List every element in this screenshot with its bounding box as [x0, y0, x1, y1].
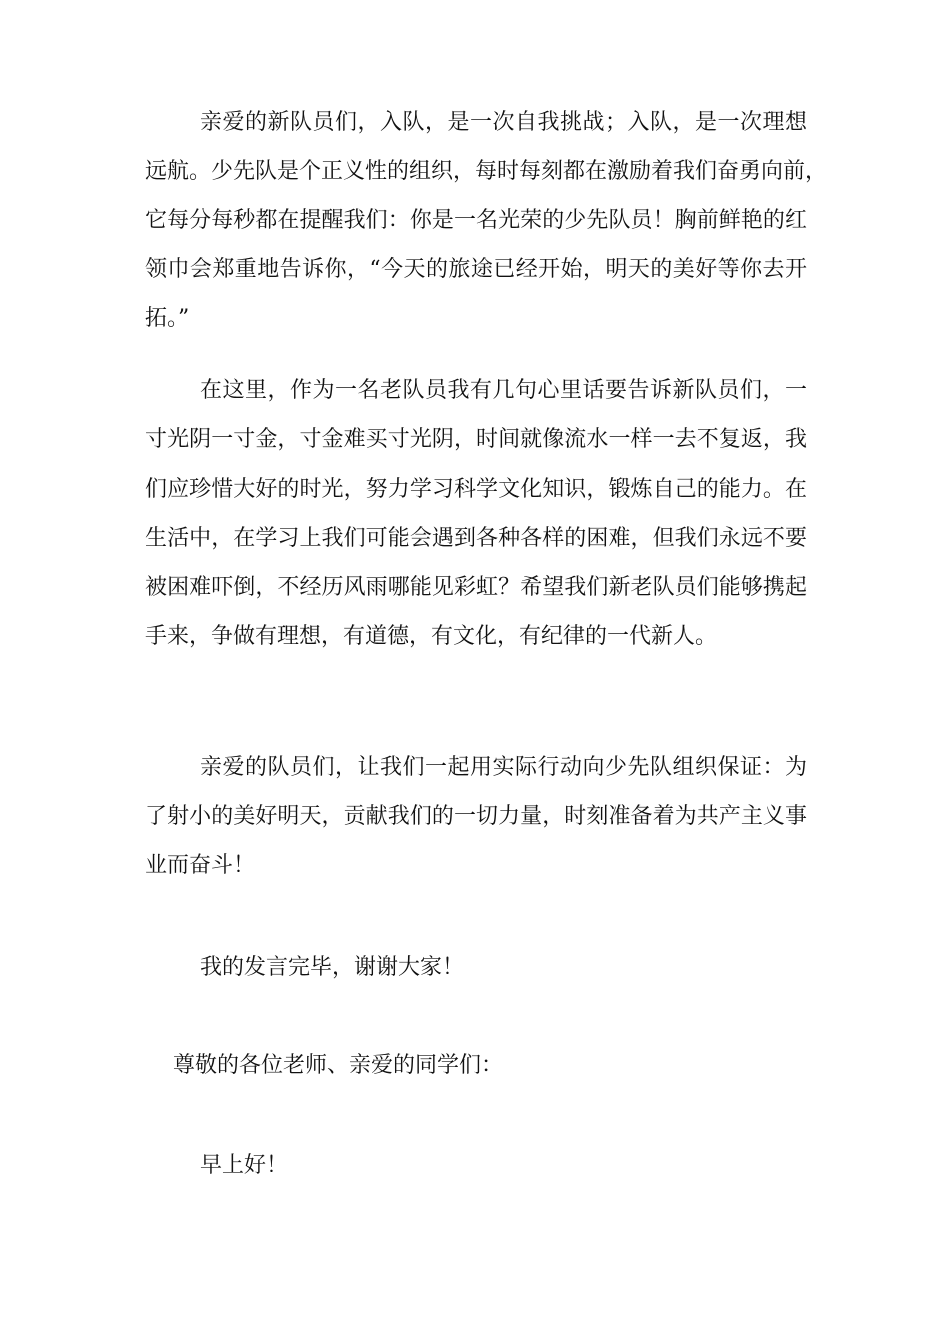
paragraph-1-line-1: 亲爱的新队员们，入队，是一次自我挑战；入队，是一次理想 — [200, 110, 807, 135]
paragraph-1-line-2: 远航。少先队是个正义性的组织，每时每刻都在激励着我们奋勇向前， — [145, 159, 828, 184]
paragraph-2-line-6: 手来，争做有理想，有道德，有文化，有纪律的一代新人。 — [145, 624, 718, 649]
paragraph-1-line-5: 拓。” — [145, 306, 190, 331]
paragraph-1-line-4: 领巾会郑重地告诉你，“今天的旅途已经开始，明天的美好等你去开 — [145, 257, 807, 282]
salutation-line: 尊敬的各位老师、亲爱的同学们： — [173, 1053, 504, 1078]
paragraph-1-line-3: 它每分每秒都在提醒我们：你是一名光荣的少先队员！胸前鲜艳的红 — [145, 208, 807, 233]
paragraph-3-line-2: 了射小的美好明天，贡献我们的一切力量，时刻准备着为共产主义事 — [145, 804, 807, 829]
paragraph-3-line-3: 业而奋斗！ — [145, 853, 256, 878]
closing-line: 我的发言完毕，谢谢大家！ — [200, 955, 465, 980]
paragraph-2-line-1: 在这里，作为一名老队员我有几句心里话要告诉新队员们，一 — [200, 378, 807, 403]
paragraph-2-line-2: 寸光阴一寸金，寸金难买寸光阴，时间就像流水一样一去不复返，我 — [145, 427, 807, 452]
paragraph-2-line-3: 们应珍惜大好的时光，努力学习科学文化知识，锻炼自己的能力。在 — [145, 477, 807, 502]
paragraph-2-line-5: 被困难吓倒，不经历风雨哪能见彩虹？希望我们新老队员们能够携起 — [145, 575, 807, 600]
greeting-line: 早上好！ — [200, 1153, 289, 1178]
paragraph-3-line-1: 亲爱的队员们，让我们一起用实际行动向少先队组织保证：为 — [200, 755, 807, 780]
paragraph-2-line-4: 生活中，在学习上我们可能会遇到各种各样的困难，但我们永远不要 — [145, 526, 807, 551]
